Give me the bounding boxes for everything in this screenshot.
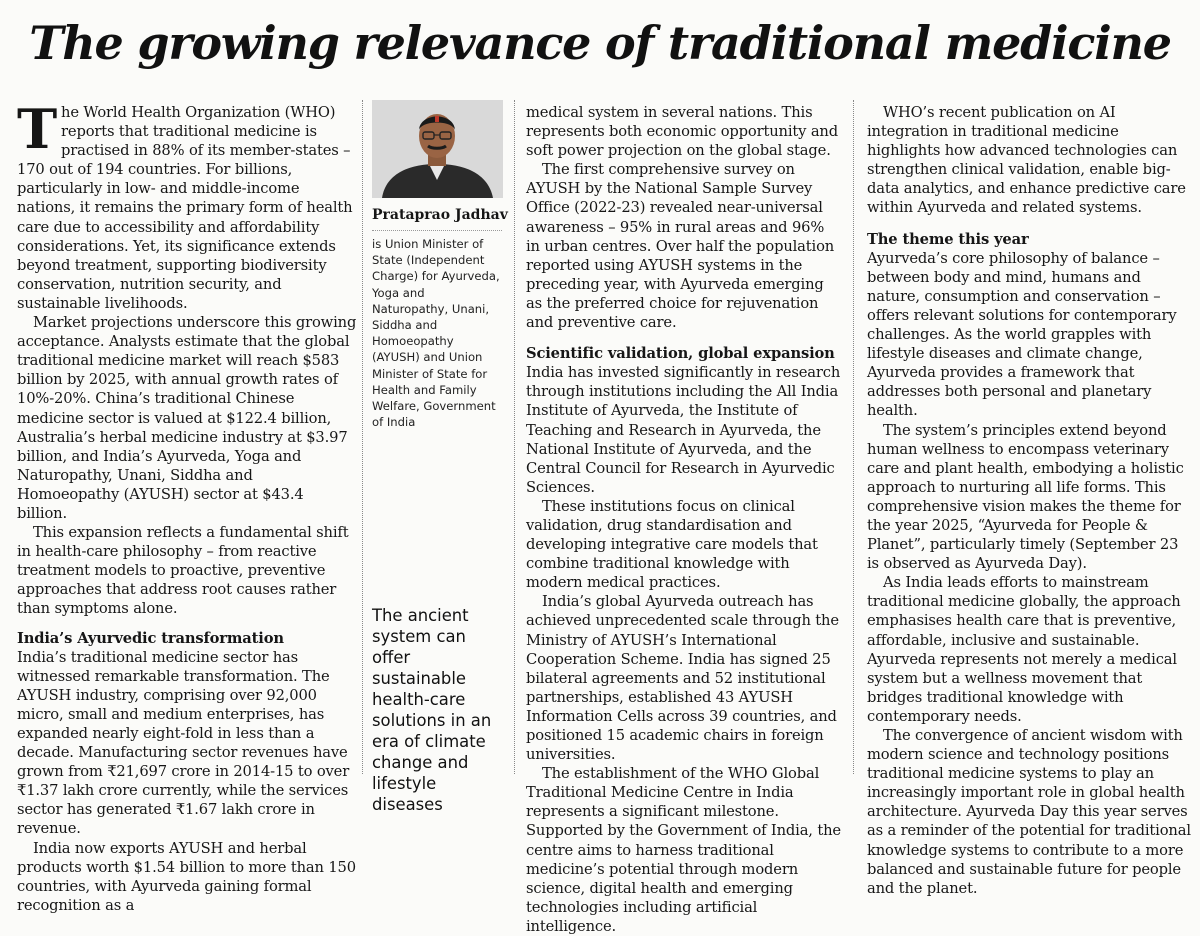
subheading: Scientific validation, global expansion [526, 345, 835, 363]
paragraph: India now exports AYUSH and herbal products worth $1.54 billion to more than 150 countries, with Ayurveda gaining formal recognition as a [17, 839, 356, 914]
subheading: India’s Ayurvedic transformation [17, 629, 284, 647]
paragraph: India has invested significantly in research through institutions including the All India Institute of Ayurveda, the Institute of Teaching and Research in Ayurveda, the National Institute of Ayurveda, and the Central Council for Research in Ayurvedic Sciences. [526, 364, 841, 496]
pull-quote: The ancient system can offer sustainable health-care solutions in an era of climate change and lifestyle diseases [372, 606, 492, 814]
paragraph: The first comprehensive survey on AYUSH by the National Sample Survey Office (2022-23) revealed near-universal awareness – 95% in rural areas and 96% in urban centres. Over half the population reported using AYUSH systems in the preceding year, with Ayurveda emerging as the preferred choice for rejuvenation and preventive care. [526, 161, 835, 332]
portrait-icon [372, 100, 503, 198]
paragraph: Ayurveda’s core philosophy of balance – between body and mind, humans and nature, consumption and conservation – offers relevant solutions for contemporary challenges. As the world grapples with lifestyle diseases and climate change, Ayurveda provides a framework that addresses both personal and planetary health. [867, 249, 1177, 420]
column-3 [526, 103, 842, 936]
paragraph: This expansion reflects a fundamental shift in health-care philosophy – from reactive treatment models to proactive, preventive approaches that address root causes rather than symptoms alone. [17, 524, 349, 618]
paragraph: The system’s principles extend beyond human wellness to encompass veterinary care and plant health, embodying a holistic approach to nurturing all life forms. This comprehensive vision makes the theme for the year 2025, “Ayurveda for People & Planet”, particularly timely (September 23 is observed as Ayurveda Day). [867, 421, 1184, 573]
column-1 [17, 97, 357, 915]
paragraph: Market projections underscore this growing acceptance. Analysts estimate that the global traditional medicine market will reach $583 billion by 2025, with annual growth rates of 10%-20%. China’s traditional Chinese medicine sector is valued at $122.4 billion, Australia’s herbal medicine industry at $3.97 billion, and India’s Ayurveda, Yoga and Naturopathy, Unani, Siddha and Homoeopathy (AYUSH) sector at $43.4 billion. [17, 314, 357, 522]
paragraph: The establishment of the WHO Global Traditional Medicine Centre in India represents a significant milestone. Supported by the Government of India, the centre aims to harness traditional medicine’s potential through modern science, digital health and emerging technologies including artificial intelligence. [526, 765, 841, 935]
paragraph: WHO’s recent publication on AI integration in traditional medicine highlights how advanced technologies can strengthen clinical validation, enable big-data analytics, and enhance predictive care within Ayurveda and related systems. [867, 104, 1186, 217]
column-divider [853, 100, 854, 774]
paragraph: As India leads efforts to mainstream traditional medicine globally, the approach emphasises health care that is preventive, affordable, inclusive and sustainable. Ayurveda represents not merely a medical system but a wellness movement that bridges traditional knowledge with contemporary needs. [867, 574, 1181, 725]
author-photo [372, 100, 503, 198]
subheading: The theme this year [867, 230, 1029, 248]
headline: The growing relevance of traditional medicine [29, 16, 1171, 70]
lead-paragraph: The World Health Organization (WHO) reports that traditional medicine is practised in 88% of its member-states – 170 out of 194 countries. For billions, particularly in low- and middle-income nations, it remains the primary form of health care due to accessibility and affordability considerations. Yet, its significance extends beyond treatment, supporting biodiversity conservation, nutrition security, and sustainable livelihoods. [17, 97, 353, 312]
author-name: Prataprao Jadhav [372, 207, 508, 223]
paragraph: medical system in several nations. This represents both economic opportunity and soft power projection on the global stage. [526, 104, 838, 160]
author-bio: is Union Minister of State (Independent Charge) for Ayurveda, Yoga and Naturopathy, Unani, Siddha and Homoeopathy (AYUSH) and Union Minister of State for Health and Family Welfare, Government of India [372, 237, 500, 430]
paragraph: India’s global Ayurveda outreach has achieved unprecedented scale through the Ministry of AYUSH’s International Cooperation Scheme. India has signed 25 bilateral agreements and 52 institutional partnerships, established 43 AYUSH Information Cells across 39 countries, and positioned 15 academic chairs in foreign universities. [526, 593, 839, 764]
column-4 [867, 103, 1191, 898]
divider [372, 230, 502, 231]
drop-cap: T [17, 97, 58, 161]
paragraph: India’s traditional medicine sector has witnessed remarkable transformation. The AYUSH industry, comprising over 92,000 micro, small and medium enterprises, has expanded nearly eight-fold in less than a decade. Manufacturing sector revenues have grown from ₹21,697 crore in 2014-15 to over ₹1.37 lakh crore currently, while the services sector has generated ₹1.67 lakh crore in revenue. [17, 648, 350, 838]
paragraph: These institutions focus on clinical validation, drug standardisation and developing integrative care models that combine traditional knowledge with modern medical practices. [526, 497, 818, 592]
column-divider [514, 100, 515, 774]
column-divider [362, 100, 363, 774]
paragraph: The convergence of ancient wisdom with modern science and technology positions traditional medicine systems to play an increasingly important role in global health architecture. Ayurveda Day this year serves as a reminder of the potential for traditional knowledge systems to contribute to a more balanced and sustainable future for people and the planet. [867, 727, 1191, 897]
